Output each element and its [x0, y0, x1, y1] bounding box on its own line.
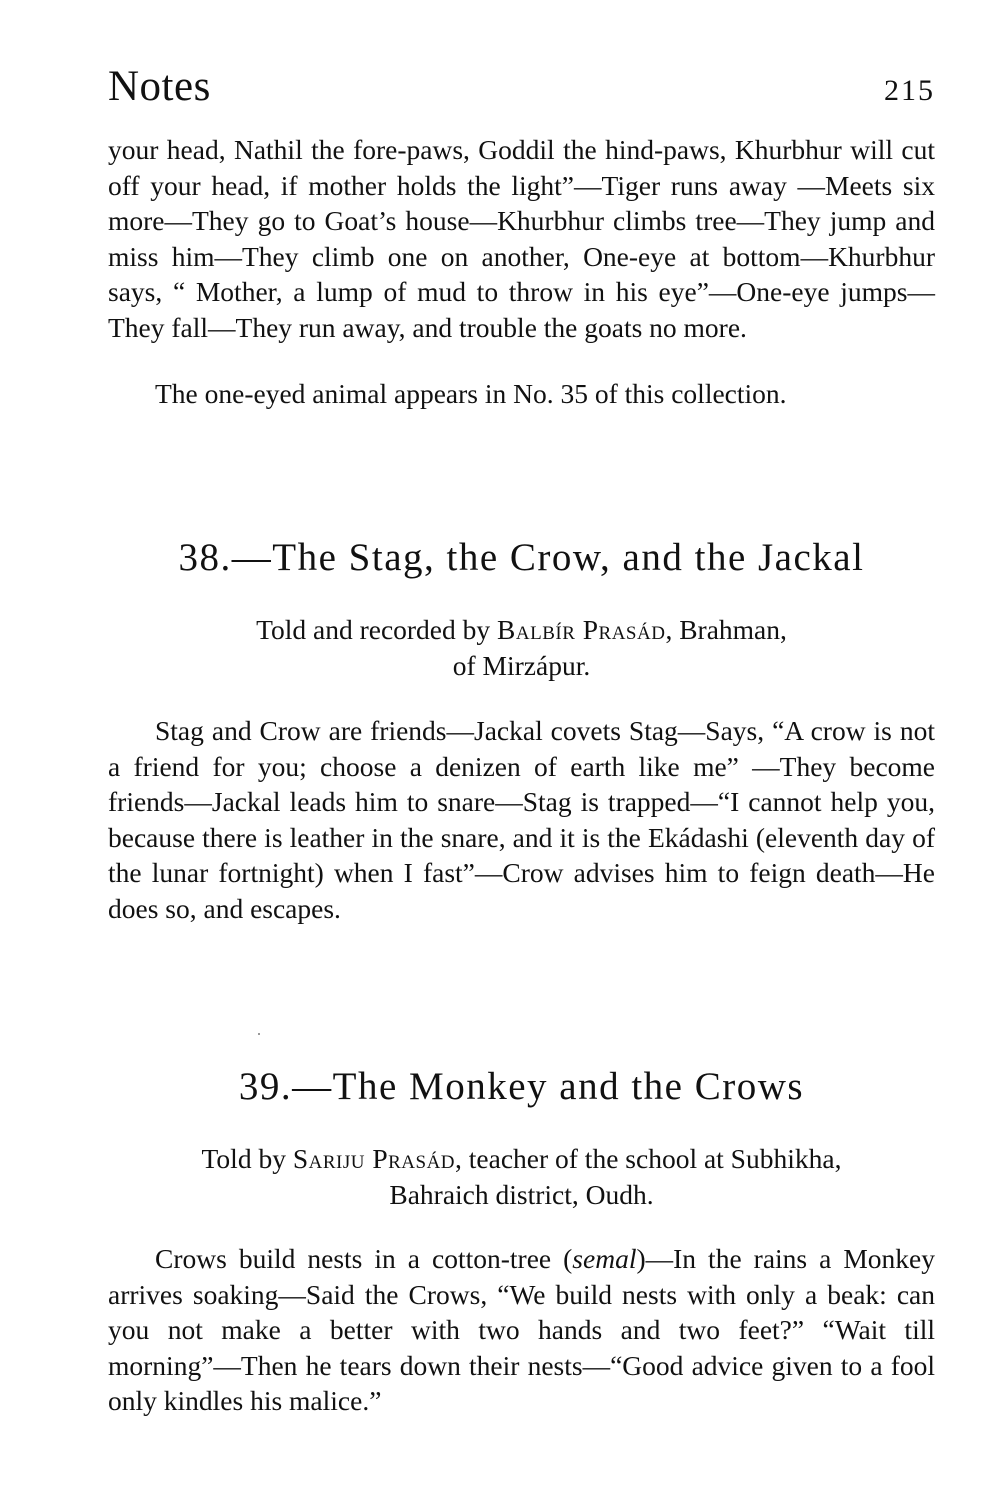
story-39-attribution-prefix: Told by: [201, 1143, 293, 1174]
story-39-summary-term: semal: [572, 1243, 637, 1274]
stray-mark: [258, 1033, 260, 1035]
continuation-summary: your head, Nathil the fore-paws, Goddil the hind-paws, Khurbhur will cut off your head, if mother holds the light”—Tiger runs away —Meets six more—They go to Goat’s house—Khurbhur climbs tree—They jump and miss him—They climb one on another, One-eye at bottom—Khurbhur says, “ Mother, a lump of mud to throw in his eye”—One-eye jumps—They fall—They run away, and trouble the goats no more.: [108, 134, 935, 343]
story-38-attribution: [108, 612, 935, 683]
story-38-summary: Stag and Crow are friends—Jackal covets Stag—Says, “A crow is not a friend for you; choose a denizen of earth like me” —They become friends—Jackal leads him to snare—Stag is trapped—“I cannot help you, because there is leather in the snare, and it is the Ekádashi (eleventh day of the lunar fortnight) when I fast”—Crow advises him to feign death—He does so, and escapes.: [108, 715, 935, 924]
story-39-attribution-suffix: , teacher of the school at Subhikha,: [455, 1143, 842, 1174]
story-39-title: 39.—The Monkey and the Crows: [238, 1065, 805, 1108]
story-38-attribution-suffix: , Brahman,: [665, 614, 787, 645]
story-38-attribution-place: of Mirzápur.: [452, 649, 591, 681]
running-header: [108, 62, 935, 122]
story-39-summary-rest: )—In the rains a Monkey arrives soaking—Said the Crows, “We build nests with only a beak: can you not make a better with two hands and two feet?” “Wait till morning”—Then he tears down their nests—“Good advice given to a fool only kindles his malice.”: [108, 1243, 936, 1417]
continuation-note: The one-eyed animal appears in No. 35 of this collection.: [155, 378, 787, 409]
running-title: Notes: [108, 63, 211, 110]
story-38-attribution-prefix: Told and recorded by: [256, 614, 498, 645]
story-39-summary: [108, 1241, 935, 1419]
story-39-attribution-place: Bahraich district, Oudh.: [389, 1178, 654, 1210]
page-number: 215: [884, 74, 935, 107]
story-38-title: 38.—The Stag, the Crow, and the Jackal: [178, 536, 865, 579]
story-38-narrator-name: Balbír Prasád: [497, 614, 666, 645]
story-39-attribution: [108, 1141, 935, 1212]
story-39-summary-start: Crows build nests in a cotton-tree (: [155, 1243, 573, 1274]
story-39-narrator-name: Sariju Prasád: [292, 1143, 456, 1174]
